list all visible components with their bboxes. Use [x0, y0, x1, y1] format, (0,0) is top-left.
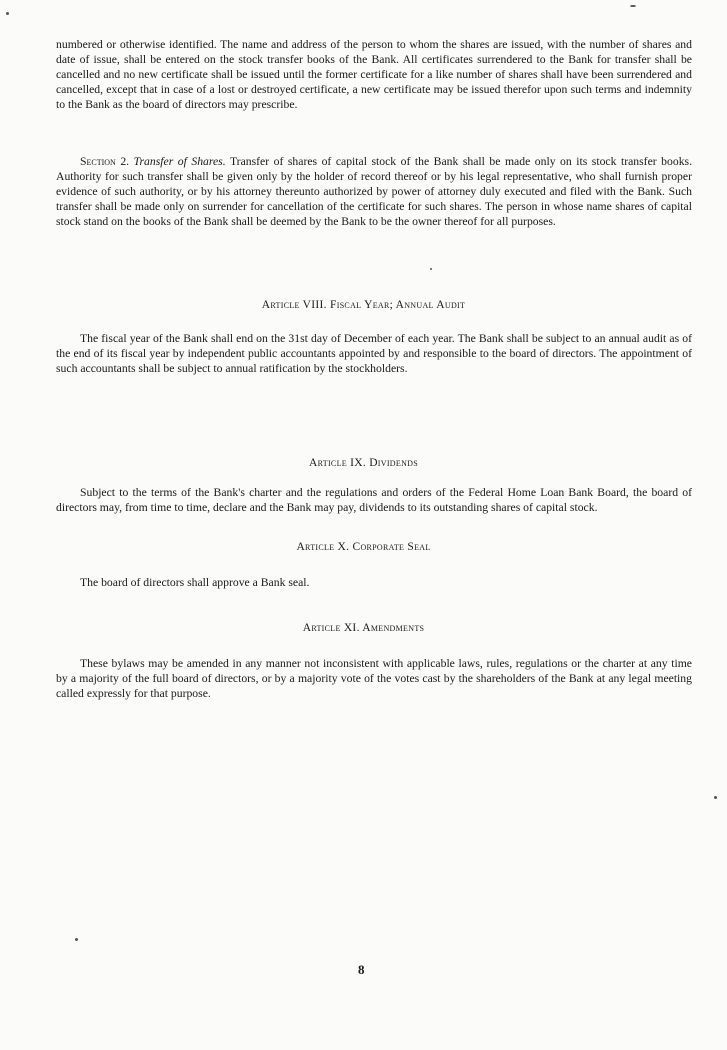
scan-speck [430, 268, 432, 270]
article-viii-heading: Article VIII. Fiscal Year; Annual Audit [261, 299, 466, 311]
scan-speck [630, 5, 636, 7]
article-ix-heading: Article IX. Dividends [309, 457, 418, 469]
continued-paragraph: numbered or otherwise identified. The name and address of the person to whom the shares are issued, with the number of shares and date of issue, shall be entered on the stock transfer books of the Bank. All certificates surrendered to the Bank for transfer shall be cancelled and no new certificate shall be issued until the former certificate for a like number of shares shall have been surrendered and cancelled, except that in case of a lost or destroyed certificate, a new certificate may be issued therefor upon such terms and indemnity to the Bank as the board of directors may prescribe. [56, 38, 692, 111]
article-x-heading: Article X. Corporate Seal [296, 541, 431, 553]
scan-speck [75, 938, 78, 941]
article-x-body: The board of directors shall approve a Bank seal. [80, 576, 310, 589]
scan-speck [6, 12, 9, 15]
section-label: Section 2. [80, 155, 130, 168]
article-ix-body: Subject to the terms of the Bank's charter and the regulations and orders of the Federal Home Loan Bank Board, the board of directors may, from time to time, declare and the Bank may pay, dividends to its outstanding shares of capital stock. [56, 486, 692, 514]
section-title: Transfer of Shares. [133, 155, 226, 168]
article-xi-body: These bylaws may be amended in any manner not inconsistent with applicable laws, rules, regulations or the charter at any time by a majority of the full board of directors, or by a majority vote of the votes cast by the shareholders of the Bank at any legal meeting called expressly for that purpose. [56, 657, 692, 700]
section-body: Transfer of shares of capital stock of the Bank shall be made only on its stock transfer books. Authority for such transfer shall be given only by the holder of record thereof or by his legal representative, who shall furnish proper evidence of such authority, or by his attorney thereunto authorized by power of attorney duly executed and filed with the Bank. Such transfer shall be made only on surrender for cancellation of the certificate for such shares. The person in whose name shares of capital stock stand on the books of the Bank shall be deemed by the Bank to be the owner thereof for all purposes. [56, 155, 693, 228]
article-xi-heading: Article XI. Amendments [302, 622, 425, 634]
section-2-paragraph [56, 155, 692, 230]
scan-speck [714, 796, 717, 799]
article-viii-body: The fiscal year of the Bank shall end on the 31st day of December of each year. The Bank shall be subject to an annual audit as of the end of its fiscal year by independent public accountants appointed by and responsible to the board of directors. The appointment of such accountants shall be subject to annual ratification by the stockholders. [56, 332, 692, 375]
page-number: 8 [358, 962, 365, 977]
